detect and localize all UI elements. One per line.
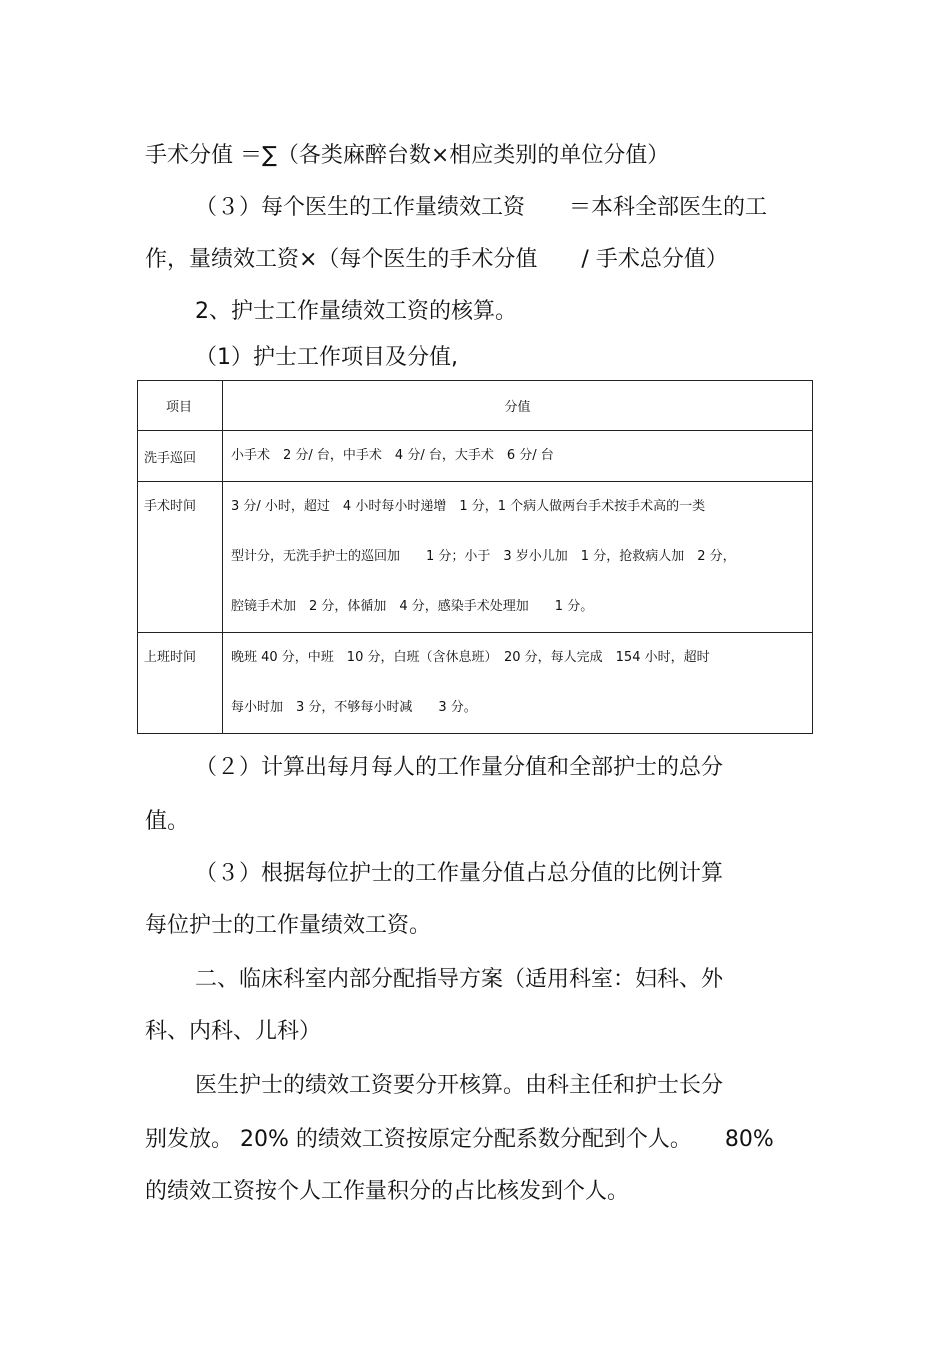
header-score: 分值: [223, 381, 813, 431]
row-item-text: 上班时间: [144, 650, 197, 665]
score-line: 晚班 40 分，中班 10 分，白班（含休息班） 20 分，每人完成 154 小时，超时: [231, 650, 710, 665]
distribution-line-2: 别发放。 20% 的绩效工资按原定分配系数分配到个人。 80%: [145, 1127, 774, 1152]
table-row: [138, 431, 813, 482]
nurse-section-heading: 2、护士工作量绩效工资的核算。: [195, 299, 517, 324]
score-line: 型计分，无洗手护士的巡回加 1 分；小于 3 岁小儿加 1 分，抢救病人加 2 分，: [231, 549, 736, 564]
table-row: [138, 482, 813, 633]
nurse-score-table: [137, 380, 813, 734]
header-item: 项目: [138, 381, 223, 431]
table-row: [138, 633, 813, 734]
nurse-items-heading: （1）护士工作项目及分值,: [195, 345, 458, 370]
doctor-wage-line-2: 作，量绩效工资×（每个医生的手术分值 / 手术总分值）: [145, 247, 728, 272]
row-item: 洗手巡回: [138, 431, 223, 482]
ratio-line-1: （３）根据每位护士的工作量分值占总分值的比例计算: [195, 861, 724, 886]
score-line: 小手术 2 分/ 台，中手术 4 分/ 台，大手术 6 分/ 台: [231, 448, 554, 463]
row-item-text: 手术时间: [144, 499, 197, 514]
score-line: 3 分/ 小时，超过 4 小时每小时递增 1 分，1 个病人做两台手术按手术高的一类: [231, 499, 706, 514]
row-score: [223, 482, 813, 633]
distribution-line-1: 医生护士的绩效工资要分开核算。由科主任和护士长分: [195, 1073, 724, 1098]
score-line: 每小时加 3 分，不够每小时减 3 分。: [231, 700, 477, 715]
row-score: [223, 431, 813, 482]
calc-line-1: （２）计算出每月每人的工作量分值和全部护士的总分: [195, 755, 724, 780]
section-two-line-2: 科、内科、儿科）: [145, 1019, 322, 1044]
section-two-line-1: 二、临床科室内部分配指导方案（适用科室：妇科、外: [195, 967, 724, 992]
table-header-row: [138, 381, 813, 431]
calc-line-2: 值。: [145, 809, 190, 834]
formula-surgery-score: 手术分值 ＝∑（各类麻醉台数×相应类别的单位分值）: [145, 143, 670, 168]
row-item: [138, 633, 223, 734]
distribution-line-3: 的绩效工资按个人工作量积分的占比核发到个人。: [145, 1179, 630, 1204]
ratio-line-2: 每位护士的工作量绩效工资。: [145, 913, 432, 938]
doctor-wage-line-1: （３）每个医生的工作量绩效工资 ＝本科全部医生的工: [195, 195, 768, 220]
score-line: 腔镜手术加 2 分，体循加 4 分，感染手术处理加 1 分。: [231, 599, 594, 614]
row-item: [138, 482, 223, 633]
row-score: [223, 633, 813, 734]
